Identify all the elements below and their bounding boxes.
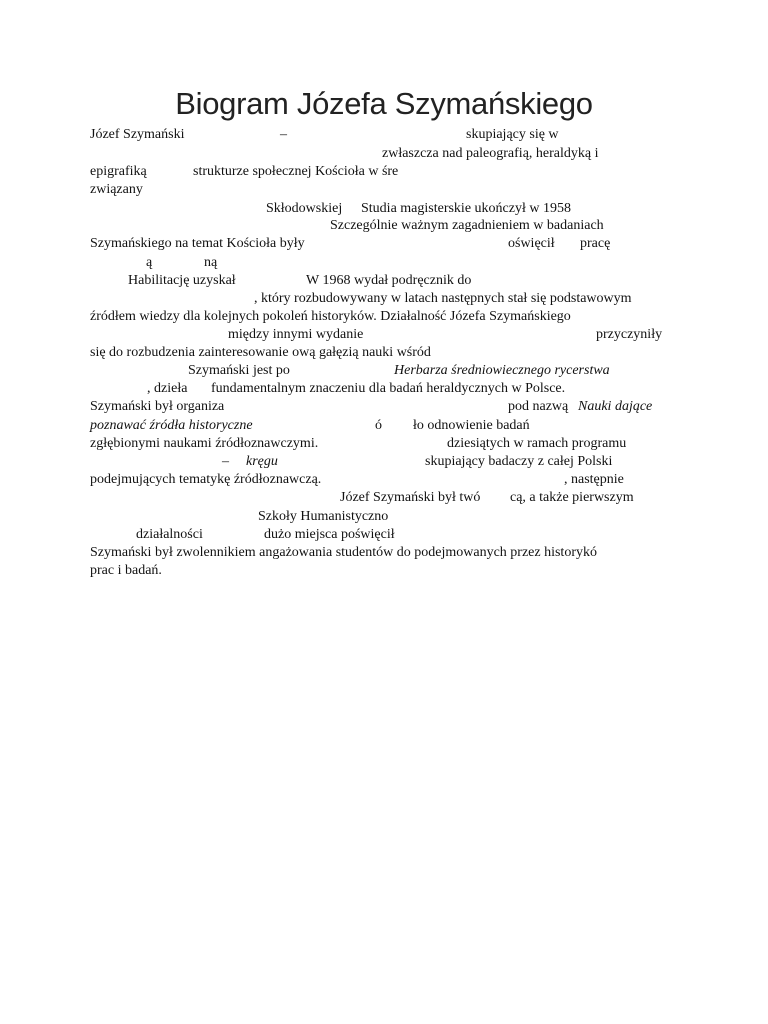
text-fragment-italic: poznawać źródła historyczne xyxy=(90,418,253,433)
text-fragment: przyczyniły xyxy=(596,327,663,342)
document-title: Biogram Józefa Szymańskiego xyxy=(175,86,593,121)
text-fragment: W 1968 wydał podręcznik do xyxy=(306,273,472,288)
text-fragment: ną xyxy=(204,255,218,270)
text-fragment: Józef Szymański był twó xyxy=(340,490,481,505)
text-fragment: cą, a także pierwszym xyxy=(510,490,634,505)
text-fragment: zwłaszcza nad paleografią, heraldyką i xyxy=(382,146,599,161)
text-fragment: , następnie xyxy=(564,472,624,487)
text-fragment: dziesiątych w ramach programu xyxy=(447,436,627,451)
text-fragment: – xyxy=(280,127,287,142)
text-fragment: ó xyxy=(375,418,382,433)
text-fragment-italic: Herbarza średniowiecznego rycerstwa xyxy=(394,363,610,378)
text-fragment: Szymańskiego na temat Kościoła były xyxy=(90,236,305,251)
text-fragment-italic: kręgu xyxy=(246,454,278,469)
text-fragment: podejmujących tematykę źródłoznawczą. xyxy=(90,472,322,487)
text-fragment: – xyxy=(222,454,229,469)
text-fragment: fundamentalnym znaczeniu dla badań heraldycznych w Polsce. xyxy=(211,381,566,396)
text-fragment: , który rozbudowywany w latach następnych stał się podstawowym xyxy=(254,291,632,306)
text-fragment: dużo miejsca poświęcił xyxy=(264,527,395,542)
text-fragment: związany xyxy=(90,182,143,197)
text-fragment: zgłębionymi naukami źródłoznawczymi. xyxy=(90,436,319,451)
text-fragment: ło odnowienie badań xyxy=(413,418,530,433)
text-fragment: oświęcił xyxy=(508,236,555,251)
text-fragment: Skłodowskiej xyxy=(266,201,343,216)
text-fragment: Szymański jest po xyxy=(188,363,290,378)
text-fragment: Szymański był zwolennikiem angażowania studentów do podejmowanych przez historykó xyxy=(90,545,597,560)
text-fragment: skupiający się w xyxy=(466,127,559,142)
text-fragment: epigrafiką xyxy=(90,164,147,179)
text-fragment: prac i badań. xyxy=(90,563,162,578)
text-fragment: skupiający badaczy z całej Polski xyxy=(425,454,613,469)
text-fragment: ą xyxy=(146,255,153,270)
text-fragment: pracę xyxy=(580,236,611,251)
text-fragment: źródłem wiedzy dla kolejnych pokoleń historyków. Działalność Józefa Szymańskiego xyxy=(90,309,571,324)
text-fragment: Szkoły Humanistyczno xyxy=(258,509,389,524)
text-fragment: strukturze społecznej Kościoła w śre xyxy=(193,164,399,179)
text-fragment: , dzieła xyxy=(147,381,188,396)
text-fragment: Szczególnie ważnym zagadnieniem w badaniach xyxy=(330,218,604,233)
text-fragment: się do rozbudzenia zainteresowanie ową gałęzią nauki wśród xyxy=(90,345,431,360)
text-fragment: pod nazwą xyxy=(508,399,569,414)
text-fragment: Studia magisterskie ukończył w 1958 xyxy=(361,201,571,216)
text-fragment-italic: Nauki dające xyxy=(578,399,653,414)
text-fragment: Józef Szymański xyxy=(90,127,185,142)
text-fragment: działalności xyxy=(136,527,203,542)
text-fragment: między innymi wydanie xyxy=(228,327,364,342)
text-fragment: Habilitację uzyskał xyxy=(128,273,236,288)
text-fragment: Szymański był organiza xyxy=(90,399,225,414)
